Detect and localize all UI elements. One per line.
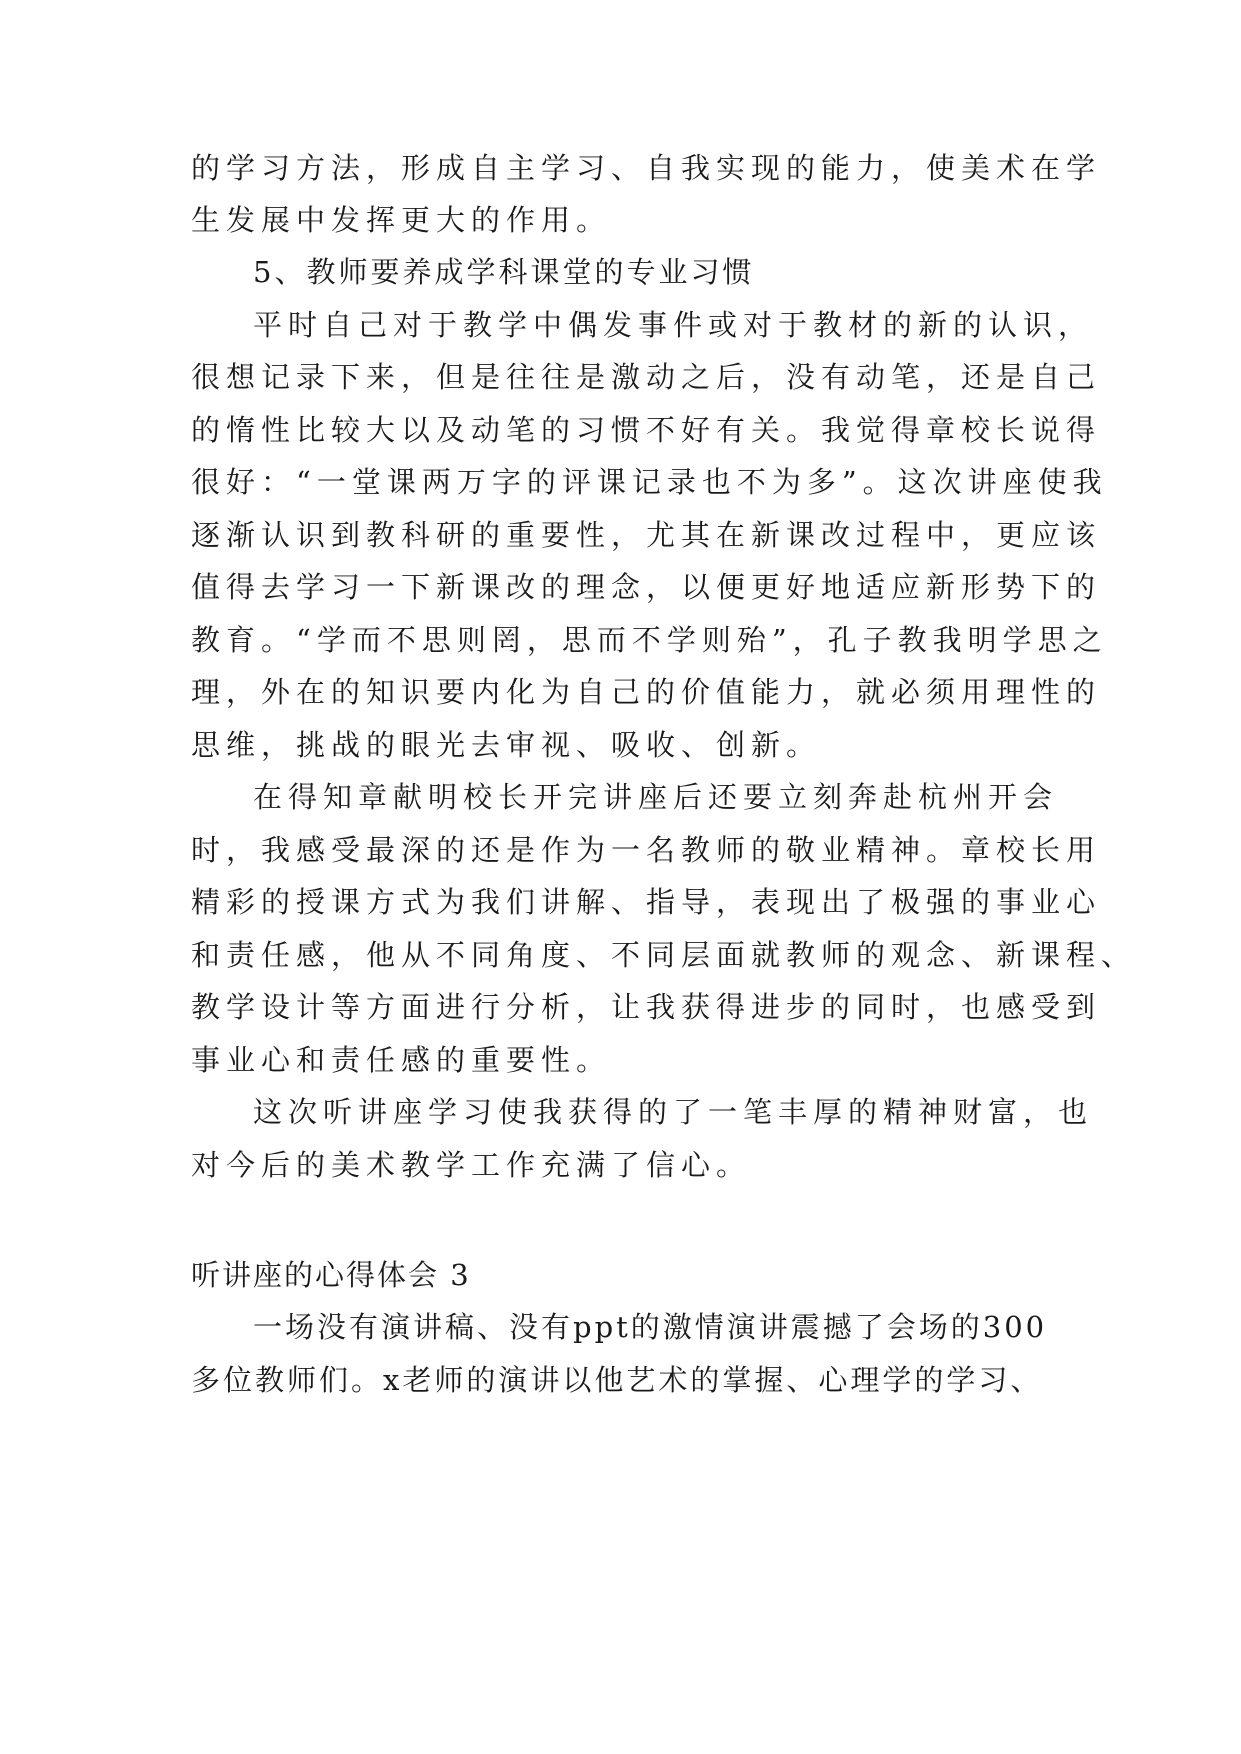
paragraph-line: 对今后的美术教学工作充满了信心。: [191, 1148, 752, 1182]
paragraph-line: 在得知章献明校长开完讲座后还要立刻奔赴杭州开会: [253, 780, 1059, 814]
paragraph-line: 多位教师们。x老师的演讲以他艺术的掌握、心理学的学习、: [191, 1363, 1043, 1397]
paragraph-line: 事业心和责任感的重要性。: [191, 1043, 612, 1077]
paragraph-line: 和责任感，他从不同角度、不同层面就教师的观念、新课程、: [191, 938, 1137, 972]
paragraph-line: 的惰性比较大以及动笔的习惯不好有关。我觉得章校长说得: [191, 413, 1102, 447]
paragraph-line: 时，我感受最深的还是作为一名教师的敬业精神。章校长用: [191, 833, 1102, 867]
paragraph-line: 理，外在的知识要内化为自己的价值能力，就必须用理性的: [191, 675, 1102, 709]
paragraph-line: 一场没有演讲稿、没有ppt的激情演讲震撼了会场的300: [253, 1310, 1048, 1344]
paragraph-line: 很想记录下来，但是往往是激动之后，没有动笔，还是自己: [191, 360, 1102, 394]
paragraph-line: 教育。“学而不思则罔，思而不学则殆”，孔子教我明学思之: [191, 623, 1108, 657]
paragraph-line: 很好：“一堂课两万字的评课记录也不为多”。这次讲座使我: [191, 465, 1108, 499]
paragraph-line: 值得去学习一下新课改的理念，以便更好地适应新形势下的: [191, 570, 1102, 604]
paragraph-line: 生发展中发挥更大的作用。: [191, 203, 612, 237]
paragraph-line: 精彩的授课方式为我们讲解、指导，表现出了极强的事业心: [191, 885, 1102, 919]
section-title: 听讲座的心得体会 3: [191, 1258, 471, 1292]
paragraph-line: 平时自己对于教学中偶发事件或对于教材的新的认识，: [253, 308, 1094, 342]
paragraph-line: 这次听讲座学习使我获得的了一笔丰厚的精神财富，也: [253, 1095, 1094, 1129]
paragraph-line: 的学习方法，形成自主学习、自我实现的能力，使美术在学: [191, 151, 1102, 185]
paragraph-line: 逐渐认识到教科研的重要性，尤其在新课改过程中，更应该: [191, 518, 1102, 552]
paragraph-line: 思维，挑战的眼光去审视、吸收、创新。: [191, 728, 822, 762]
point-5-heading: 5、教师要养成学科课堂的专业习惯: [253, 255, 755, 289]
paragraph-line: 教学设计等方面进行分析，让我获得进步的同时，也感受到: [191, 990, 1102, 1024]
